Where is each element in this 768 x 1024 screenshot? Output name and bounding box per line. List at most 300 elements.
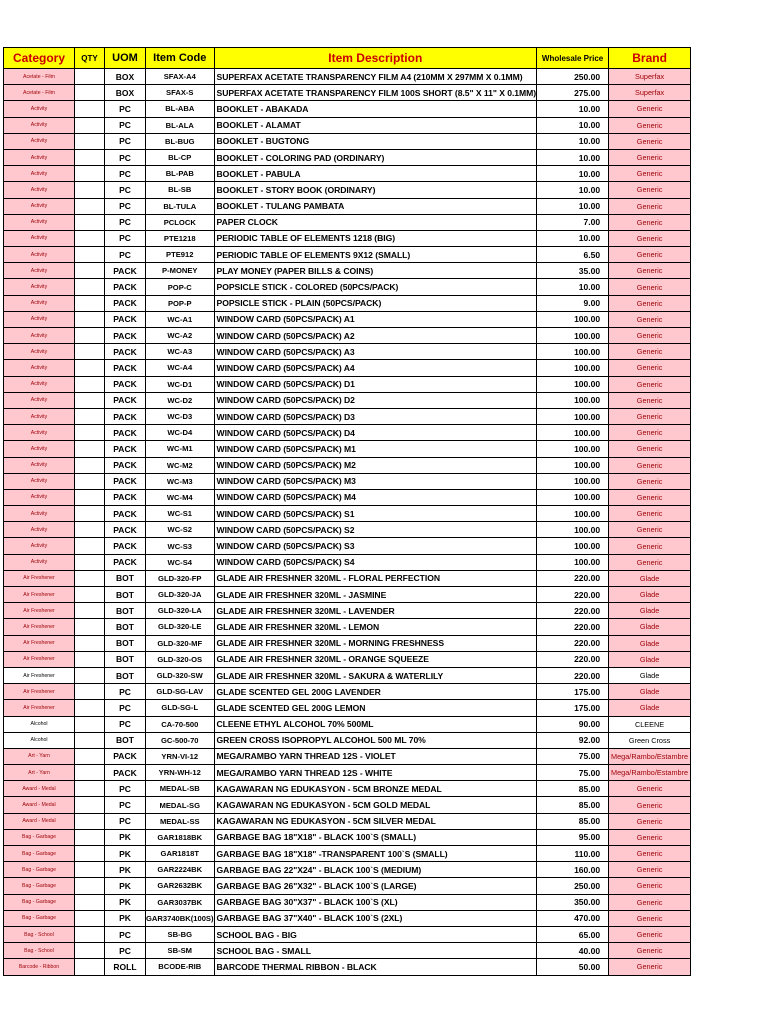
cell-item-code: GLD-320-FP: [146, 570, 215, 586]
cell-wholesale-price: 220.00: [537, 651, 609, 667]
cell-item-description: PERIODIC TABLE OF ELEMENTS 1218 (BIG): [214, 230, 537, 246]
cell-category: Air Freshener: [4, 619, 75, 635]
table-row: [4, 748, 691, 764]
cell-qty[interactable]: [75, 651, 105, 667]
cell-brand: Generic: [609, 425, 691, 441]
cell-item-description: KAGAWARAN NG EDUKASYON - 5CM SILVER MEDAL: [214, 813, 537, 829]
header-uom[interactable]: UOM: [105, 48, 146, 69]
cell-item-description: GLADE AIR FRESHNER 320ML - JASMINE: [214, 587, 537, 603]
cell-brand: Generic: [609, 182, 691, 198]
cell-category: Activity: [4, 344, 75, 360]
table-row: [4, 781, 691, 797]
cell-category: Air Freshener: [4, 635, 75, 651]
cell-category: Award - Medal: [4, 797, 75, 813]
cell-uom: BOT: [105, 635, 146, 651]
cell-item-description: GLADE AIR FRESHNER 320ML - SAKURA & WATERLILY: [214, 667, 537, 683]
cell-wholesale-price: 95.00: [537, 829, 609, 845]
cell-item-code: MEDAL-SS: [146, 813, 215, 829]
cell-item-code: BL-ALA: [146, 117, 215, 133]
cell-qty[interactable]: [75, 748, 105, 764]
cell-qty[interactable]: [75, 570, 105, 586]
cell-uom: PACK: [105, 295, 146, 311]
cell-brand: Generic: [609, 797, 691, 813]
table-row: [4, 570, 691, 586]
cell-brand: Mega/Rambo/Estambre: [609, 765, 691, 781]
table-row: [4, 732, 691, 748]
cell-item-description: POPSICLE STICK - COLORED (50PCS/PACK): [214, 279, 537, 295]
cell-brand: Generic: [609, 910, 691, 926]
cell-item-code: YRN-VI-12: [146, 748, 215, 764]
cell-brand: Green Cross: [609, 732, 691, 748]
cell-item-description: MEGA/RAMBO YARN THREAD 12S - WHITE: [214, 765, 537, 781]
header-item-code[interactable]: Item Code: [146, 48, 215, 69]
cell-qty[interactable]: [75, 166, 105, 182]
table-row: [4, 878, 691, 894]
cell-wholesale-price: 100.00: [537, 328, 609, 344]
cell-wholesale-price: 10.00: [537, 117, 609, 133]
cell-item-description: SUPERFAX ACETATE TRANSPARENCY FILM A4 (210MM X 297MM X 0.1MM): [214, 69, 537, 85]
table-row: [4, 263, 691, 279]
cell-wholesale-price: 75.00: [537, 765, 609, 781]
cell-uom: BOT: [105, 619, 146, 635]
cell-uom: PACK: [105, 522, 146, 538]
cell-uom: PC: [105, 247, 146, 263]
cell-category: Activity: [4, 457, 75, 473]
cell-item-code: BL-PAB: [146, 166, 215, 182]
cell-brand: Generic: [609, 813, 691, 829]
cell-brand: Generic: [609, 506, 691, 522]
cell-qty[interactable]: [75, 85, 105, 101]
cell-qty[interactable]: [75, 765, 105, 781]
cell-qty[interactable]: [75, 230, 105, 246]
cell-qty[interactable]: [75, 684, 105, 700]
table-row: [4, 522, 691, 538]
header-brand[interactable]: Brand: [609, 48, 691, 69]
cell-category: Activity: [4, 263, 75, 279]
cell-item-code: PTE912: [146, 247, 215, 263]
table-row: [4, 473, 691, 489]
cell-brand: Generic: [609, 457, 691, 473]
cell-uom: PACK: [105, 473, 146, 489]
cell-wholesale-price: 175.00: [537, 700, 609, 716]
cell-item-description: GLADE SCENTED GEL 200G LAVENDER: [214, 684, 537, 700]
cell-category: Acetate - Film: [4, 85, 75, 101]
cell-category: Air Freshener: [4, 587, 75, 603]
cell-category: Activity: [4, 182, 75, 198]
cell-brand: Glade: [609, 651, 691, 667]
cell-wholesale-price: 220.00: [537, 603, 609, 619]
header-item-description[interactable]: Item Description: [214, 48, 537, 69]
cell-qty[interactable]: [75, 667, 105, 683]
cell-qty[interactable]: [75, 700, 105, 716]
cell-qty[interactable]: [75, 522, 105, 538]
cell-brand: Glade: [609, 635, 691, 651]
table-row: [4, 489, 691, 505]
cell-brand: Generic: [609, 894, 691, 910]
cell-item-code: POP-P: [146, 295, 215, 311]
cell-item-code: WC-S4: [146, 554, 215, 570]
cell-category: Bag - Garbage: [4, 894, 75, 910]
table-row: [4, 230, 691, 246]
cell-qty[interactable]: [75, 133, 105, 149]
cell-brand: Generic: [609, 295, 691, 311]
cell-wholesale-price: 160.00: [537, 862, 609, 878]
cell-item-code: GLD-320-JA: [146, 587, 215, 603]
cell-qty[interactable]: [75, 376, 105, 392]
table-row: [4, 328, 691, 344]
cell-item-code: BL-ABA: [146, 101, 215, 117]
cell-wholesale-price: 100.00: [537, 311, 609, 327]
cell-item-description: WINDOW CARD (50PCS/PACK) S4: [214, 554, 537, 570]
cell-category: Award - Medal: [4, 813, 75, 829]
cell-qty[interactable]: [75, 603, 105, 619]
table-row: [4, 85, 691, 101]
cell-uom: BOX: [105, 85, 146, 101]
cell-category: Air Freshener: [4, 700, 75, 716]
cell-item-code: WC-A2: [146, 328, 215, 344]
cell-item-description: WINDOW CARD (50PCS/PACK) M2: [214, 457, 537, 473]
cell-category: Acetate - Film: [4, 69, 75, 85]
cell-wholesale-price: 350.00: [537, 894, 609, 910]
cell-qty[interactable]: [75, 360, 105, 376]
cell-item-code: GLD-320-SW: [146, 667, 215, 683]
cell-qty[interactable]: [75, 295, 105, 311]
cell-brand: Generic: [609, 943, 691, 959]
cell-qty[interactable]: [75, 829, 105, 845]
cell-qty[interactable]: [75, 506, 105, 522]
cell-item-description: WINDOW CARD (50PCS/PACK) S3: [214, 538, 537, 554]
cell-item-description: PAPER CLOCK: [214, 214, 537, 230]
cell-qty[interactable]: [75, 538, 105, 554]
table-row: [4, 117, 691, 133]
table-row: [4, 603, 691, 619]
cell-category: Barcode - Ribbon: [4, 959, 75, 975]
cell-wholesale-price: 85.00: [537, 797, 609, 813]
cell-qty[interactable]: [75, 959, 105, 975]
cell-wholesale-price: 100.00: [537, 408, 609, 424]
header-row: [4, 48, 691, 69]
cell-item-code: WC-A1: [146, 311, 215, 327]
cell-uom: PACK: [105, 538, 146, 554]
cell-qty[interactable]: [75, 716, 105, 732]
table-row: [4, 797, 691, 813]
cell-brand: Generic: [609, 522, 691, 538]
table-row: [4, 392, 691, 408]
cell-item-description: MEGA/RAMBO YARN THREAD 12S - VIOLET: [214, 748, 537, 764]
cell-wholesale-price: 85.00: [537, 813, 609, 829]
table-row: [4, 214, 691, 230]
cell-uom: BOT: [105, 732, 146, 748]
cell-category: Activity: [4, 214, 75, 230]
cell-category: Activity: [4, 247, 75, 263]
cell-category: Activity: [4, 198, 75, 214]
cell-wholesale-price: 100.00: [537, 441, 609, 457]
cell-brand: Generic: [609, 133, 691, 149]
cell-qty[interactable]: [75, 279, 105, 295]
cell-qty[interactable]: [75, 101, 105, 117]
cell-category: Air Freshener: [4, 684, 75, 700]
header-wholesale-price[interactable]: Wholesale Price: [537, 48, 609, 69]
cell-qty[interactable]: [75, 425, 105, 441]
cell-brand: Generic: [609, 247, 691, 263]
cell-item-description: POPSICLE STICK - PLAIN (50PCS/PACK): [214, 295, 537, 311]
cell-item-description: WINDOW CARD (50PCS/PACK) D2: [214, 392, 537, 408]
cell-item-code: GAR3740BK(100S): [146, 910, 215, 926]
cell-wholesale-price: 40.00: [537, 943, 609, 959]
cell-category: Activity: [4, 473, 75, 489]
cell-category: Activity: [4, 425, 75, 441]
cell-uom: PC: [105, 149, 146, 165]
cell-qty[interactable]: [75, 117, 105, 133]
cell-qty[interactable]: [75, 263, 105, 279]
cell-qty[interactable]: [75, 182, 105, 198]
cell-qty[interactable]: [75, 69, 105, 85]
cell-uom: BOX: [105, 69, 146, 85]
cell-uom: BOT: [105, 570, 146, 586]
cell-brand: Generic: [609, 441, 691, 457]
cell-brand: CLEENE: [609, 716, 691, 732]
cell-item-description: WINDOW CARD (50PCS/PACK) D3: [214, 408, 537, 424]
cell-brand: Generic: [609, 360, 691, 376]
table-row: [4, 198, 691, 214]
cell-category: Activity: [4, 149, 75, 165]
cell-item-description: WINDOW CARD (50PCS/PACK) S1: [214, 506, 537, 522]
cell-uom: PC: [105, 926, 146, 942]
cell-wholesale-price: 10.00: [537, 279, 609, 295]
cell-brand: Generic: [609, 117, 691, 133]
cell-category: Activity: [4, 328, 75, 344]
cell-qty[interactable]: [75, 247, 105, 263]
cell-qty[interactable]: [75, 457, 105, 473]
cell-uom: PACK: [105, 748, 146, 764]
cell-category: Air Freshener: [4, 603, 75, 619]
cell-category: Award - Medal: [4, 781, 75, 797]
cell-item-description: GLADE AIR FRESHNER 320ML - MORNING FRESHNESS: [214, 635, 537, 651]
cell-item-code: CA-70-500: [146, 716, 215, 732]
cell-category: Bag - Garbage: [4, 910, 75, 926]
cell-item-code: WC-M3: [146, 473, 215, 489]
cell-uom: PACK: [105, 408, 146, 424]
cell-wholesale-price: 110.00: [537, 846, 609, 862]
cell-uom: PACK: [105, 554, 146, 570]
cell-brand: Superfax: [609, 69, 691, 85]
cell-brand: Generic: [609, 862, 691, 878]
cell-uom: BOT: [105, 651, 146, 667]
cell-brand: Generic: [609, 344, 691, 360]
cell-qty[interactable]: [75, 797, 105, 813]
cell-item-code: GAR2224BK: [146, 862, 215, 878]
cell-uom: PC: [105, 133, 146, 149]
cell-item-description: GLADE AIR FRESHNER 320ML - LEMON: [214, 619, 537, 635]
cell-qty[interactable]: [75, 781, 105, 797]
cell-item-code: GAR1818T: [146, 846, 215, 862]
cell-item-code: YRN-WH-12: [146, 765, 215, 781]
cell-category: Activity: [4, 441, 75, 457]
cell-item-code: BL-BUG: [146, 133, 215, 149]
cell-wholesale-price: 10.00: [537, 101, 609, 117]
table-row: [4, 813, 691, 829]
cell-category: Air Freshener: [4, 651, 75, 667]
cell-item-code: WC-M1: [146, 441, 215, 457]
cell-qty[interactable]: [75, 878, 105, 894]
cell-wholesale-price: 250.00: [537, 69, 609, 85]
cell-brand: Generic: [609, 538, 691, 554]
cell-item-code: WC-D4: [146, 425, 215, 441]
cell-item-description: WINDOW CARD (50PCS/PACK) D4: [214, 425, 537, 441]
cell-item-code: GLD-320-LA: [146, 603, 215, 619]
cell-uom: PC: [105, 117, 146, 133]
table-row: [4, 506, 691, 522]
cell-qty[interactable]: [75, 732, 105, 748]
cell-uom: PC: [105, 943, 146, 959]
cell-category: Activity: [4, 101, 75, 117]
cell-uom: PC: [105, 781, 146, 797]
cell-uom: PACK: [105, 360, 146, 376]
cell-item-code: WC-S3: [146, 538, 215, 554]
table-row: [4, 684, 691, 700]
cell-wholesale-price: 100.00: [537, 522, 609, 538]
table-row: [4, 279, 691, 295]
cell-uom: BOT: [105, 587, 146, 603]
cell-uom: PACK: [105, 311, 146, 327]
cell-category: Bag - Garbage: [4, 846, 75, 862]
cell-category: Activity: [4, 506, 75, 522]
cell-brand: Glade: [609, 700, 691, 716]
cell-qty[interactable]: [75, 894, 105, 910]
cell-item-description: BOOKLET - BUGTONG: [214, 133, 537, 149]
cell-qty[interactable]: [75, 392, 105, 408]
cell-qty[interactable]: [75, 198, 105, 214]
cell-qty[interactable]: [75, 635, 105, 651]
cell-item-code: SFAX-A4: [146, 69, 215, 85]
cell-uom: PACK: [105, 392, 146, 408]
cell-category: Activity: [4, 311, 75, 327]
table-row: [4, 651, 691, 667]
cell-qty[interactable]: [75, 344, 105, 360]
cell-qty[interactable]: [75, 328, 105, 344]
cell-qty[interactable]: [75, 862, 105, 878]
header-category[interactable]: Category: [4, 48, 75, 69]
table-row: [4, 182, 691, 198]
cell-brand: Generic: [609, 198, 691, 214]
cell-category: Activity: [4, 392, 75, 408]
cell-brand: Generic: [609, 846, 691, 862]
table-row: [4, 700, 691, 716]
cell-item-description: BOOKLET - ABAKADA: [214, 101, 537, 117]
cell-item-description: PERIODIC TABLE OF ELEMENTS 9X12 (SMALL): [214, 247, 537, 263]
table-row: [4, 376, 691, 392]
cell-brand: Generic: [609, 829, 691, 845]
table-row: [4, 765, 691, 781]
cell-qty[interactable]: [75, 489, 105, 505]
cell-item-description: WINDOW CARD (50PCS/PACK) M4: [214, 489, 537, 505]
cell-item-code: BL-SB: [146, 182, 215, 198]
cell-qty[interactable]: [75, 926, 105, 942]
cell-uom: PACK: [105, 425, 146, 441]
cell-category: Activity: [4, 166, 75, 182]
cell-brand: Generic: [609, 328, 691, 344]
cell-qty[interactable]: [75, 149, 105, 165]
cell-brand: Generic: [609, 959, 691, 975]
cell-item-code: POP-C: [146, 279, 215, 295]
cell-category: Activity: [4, 522, 75, 538]
table-row: [4, 101, 691, 117]
cell-qty[interactable]: [75, 441, 105, 457]
cell-uom: PC: [105, 214, 146, 230]
cell-wholesale-price: 100.00: [537, 344, 609, 360]
cell-qty[interactable]: [75, 813, 105, 829]
cell-brand: Generic: [609, 230, 691, 246]
table-row: [4, 894, 691, 910]
cell-item-description: SCHOOL BAG - BIG: [214, 926, 537, 942]
cell-qty[interactable]: [75, 619, 105, 635]
table-row: [4, 667, 691, 683]
cell-qty[interactable]: [75, 408, 105, 424]
cell-brand: Generic: [609, 311, 691, 327]
table-row: [4, 910, 691, 926]
cell-wholesale-price: 100.00: [537, 392, 609, 408]
cell-uom: PC: [105, 797, 146, 813]
table-row: [4, 166, 691, 182]
cell-item-description: WINDOW CARD (50PCS/PACK) A4: [214, 360, 537, 376]
cell-wholesale-price: 220.00: [537, 587, 609, 603]
cell-qty[interactable]: [75, 214, 105, 230]
cell-wholesale-price: 220.00: [537, 667, 609, 683]
cell-qty[interactable]: [75, 554, 105, 570]
cell-item-description: WINDOW CARD (50PCS/PACK) D1: [214, 376, 537, 392]
cell-item-code: BL-TULA: [146, 198, 215, 214]
table-row: [4, 441, 691, 457]
cell-uom: PC: [105, 684, 146, 700]
cell-item-code: WC-D2: [146, 392, 215, 408]
cell-uom: PC: [105, 166, 146, 182]
cell-item-code: PCLOCK: [146, 214, 215, 230]
cell-qty[interactable]: [75, 311, 105, 327]
table-row: [4, 538, 691, 554]
cell-qty[interactable]: [75, 846, 105, 862]
cell-item-code: WC-M2: [146, 457, 215, 473]
cell-item-code: WC-M4: [146, 489, 215, 505]
cell-qty[interactable]: [75, 910, 105, 926]
cell-qty[interactable]: [75, 587, 105, 603]
cell-category: Activity: [4, 230, 75, 246]
cell-item-description: BOOKLET - ALAMAT: [214, 117, 537, 133]
cell-brand: Generic: [609, 279, 691, 295]
cell-category: Bag - Garbage: [4, 829, 75, 845]
cell-item-description: PLAY MONEY (PAPER BILLS & COINS): [214, 263, 537, 279]
cell-item-code: GLD-320-OS: [146, 651, 215, 667]
cell-brand: Generic: [609, 878, 691, 894]
cell-item-code: WC-S2: [146, 522, 215, 538]
header-qty[interactable]: QTY: [75, 48, 105, 69]
table-row: [4, 344, 691, 360]
cell-brand: Generic: [609, 489, 691, 505]
cell-uom: PK: [105, 894, 146, 910]
cell-item-description: CLEENE ETHYL ALCOHOL 70% 500ML: [214, 716, 537, 732]
cell-item-description: KAGAWARAN NG EDUKASYON - 5CM BRONZE MEDAL: [214, 781, 537, 797]
cell-uom: PK: [105, 862, 146, 878]
cell-qty[interactable]: [75, 473, 105, 489]
cell-item-code: GAR1818BK: [146, 829, 215, 845]
table-row: [4, 635, 691, 651]
cell-item-code: GC-500-70: [146, 732, 215, 748]
cell-category: Activity: [4, 360, 75, 376]
cell-item-description: GLADE AIR FRESHNER 320ML - LAVENDER: [214, 603, 537, 619]
table-row: [4, 943, 691, 959]
cell-qty[interactable]: [75, 943, 105, 959]
cell-item-code: WC-D1: [146, 376, 215, 392]
cell-item-description: GARBAGE BAG 26"X32" - BLACK 100`S (LARGE): [214, 878, 537, 894]
